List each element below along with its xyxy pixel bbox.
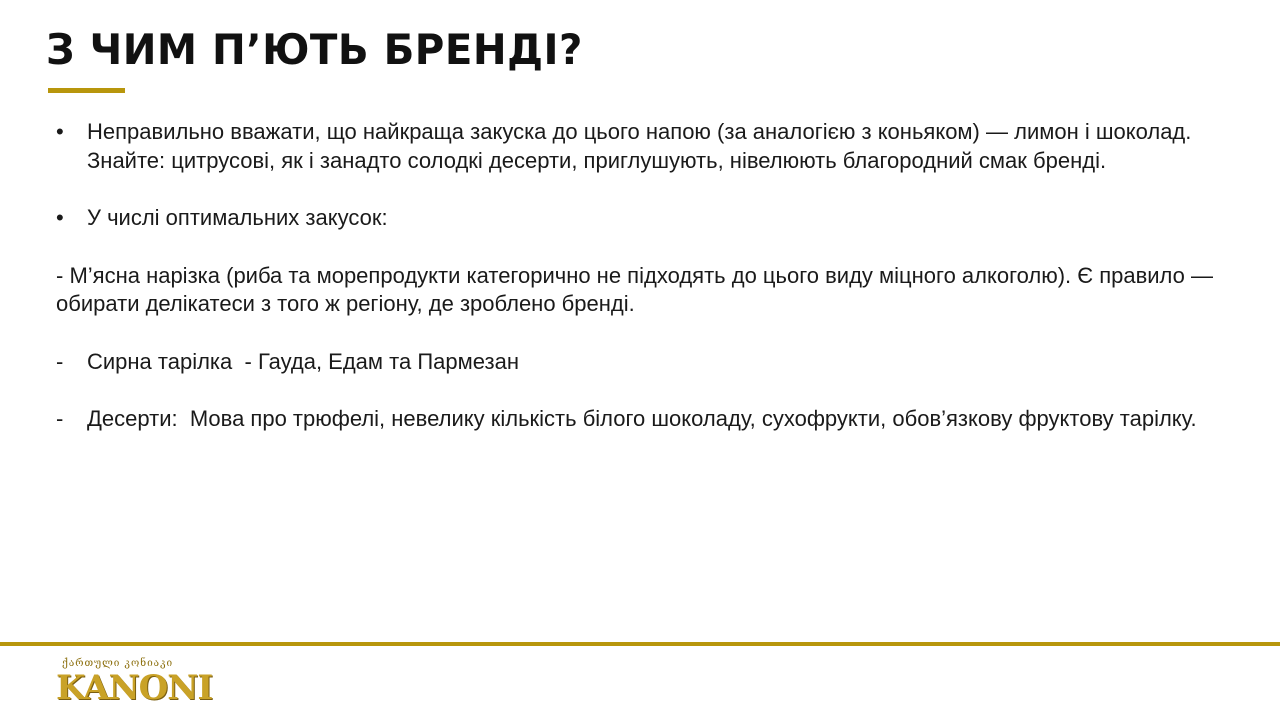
dash-item [56,405,1216,434]
slide-content [56,118,1216,434]
logo-wordmark: KANONI [56,668,213,708]
dash-item [56,348,1216,377]
dash-text: Десерти: Мова про трюфелі, невелику кількість білого шоколаду, сухофрукти, обов’язкову фруктову тарілку. [87,406,1197,431]
bullet-item [56,204,1216,233]
meat-paragraph: - М’ясна нарізка (риба та морепродукти категорично не підходять до цього виду міцного алкоголю). Є правило — обирати делікатеси з того ж регіону, де зроблено бренді. [56,262,1213,316]
bullet-text: У числі оптимальних закусок: [87,205,388,230]
title-underline [48,88,125,93]
slide-title: З ЧИМ П’ЮТЬ БРЕНДІ? [46,25,583,74]
bullet-item [56,118,1216,175]
dash-text: Сирна тарілка - Гауда, Едам та Пармезан [87,348,519,374]
bullet-marker: • [56,119,64,144]
footer-divider [0,642,1280,646]
dash-marker: - [56,348,64,374]
logo-georgian-text: ქართული კონიაკი [62,658,174,669]
kanoni-logo [56,658,213,710]
bullet-marker: • [56,205,64,230]
dash-marker: - [56,406,64,431]
bullet-text: Неправильно вважати, що найкраща закуска до цього напою (за аналогією з коньяком) — лимон і шоколад. Знайте: цитрусові, як і занадто солодкі десерти, приглушують, нівелюють благородний смак бренді. [87,119,1192,173]
